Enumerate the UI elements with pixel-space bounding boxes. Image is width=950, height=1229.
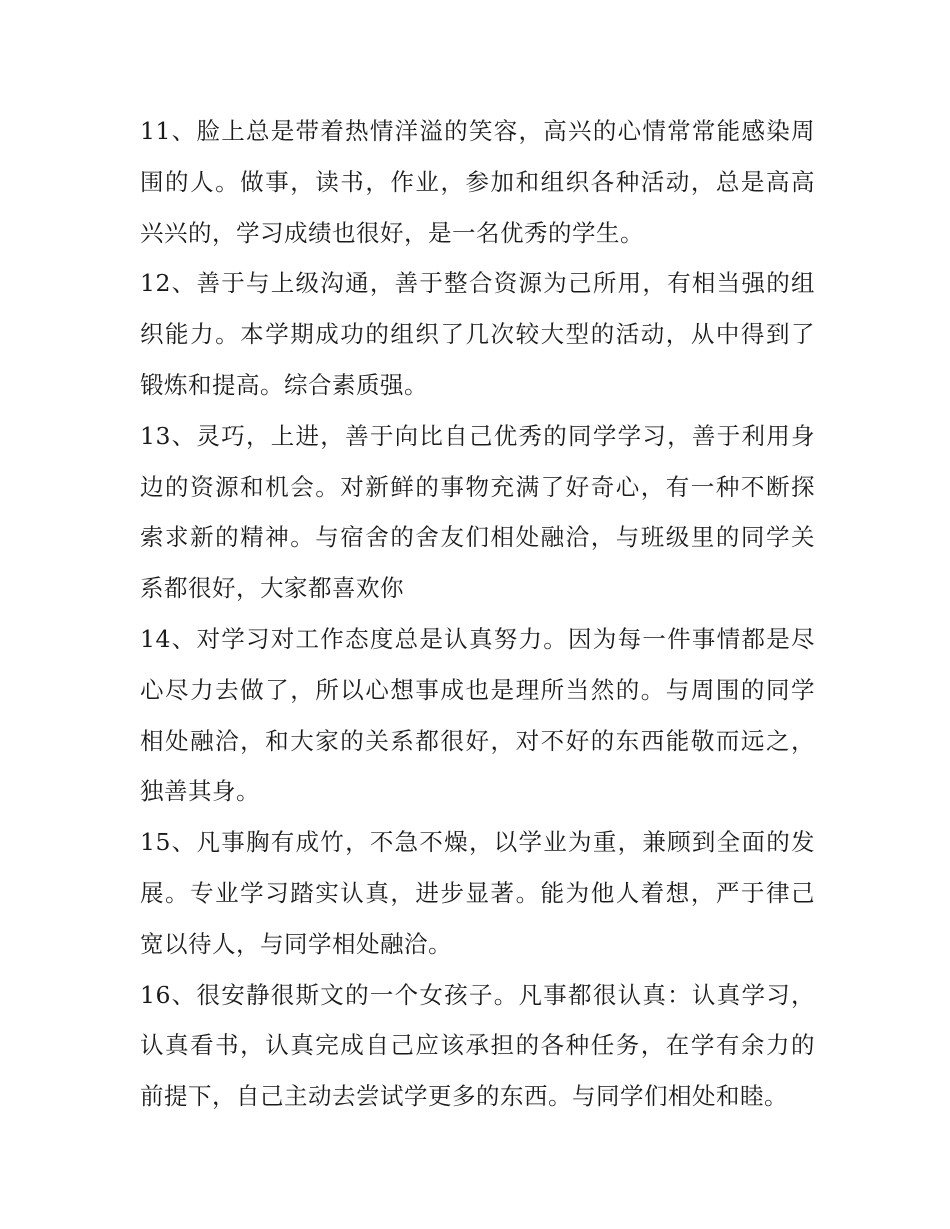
text-line: 宽以待人，与同学相处融洽。: [140, 929, 452, 958]
paragraph-13: [140, 411, 815, 614]
text-line: 相处融洽，和大家的关系都很好，对不好的东西能敬而远之，: [140, 726, 815, 755]
text-line: 边的资源和机会。对新鲜的事物充满了好奇心，有一种不断探: [140, 472, 815, 501]
text-line: 系都很好，大家都喜欢你: [140, 574, 404, 603]
text-line: 心尽力去做了，所以心想事成也是理所当然的。与周围的同学: [140, 675, 815, 704]
text-line: 围的人。做事，读书，作业，参加和组织各种活动，总是高高: [140, 167, 815, 196]
document-body: [140, 106, 815, 1122]
text-line: 16、很安静很斯文的一个女孩子。凡事都很认真：认真学习，: [140, 980, 815, 1009]
paragraph-14: [140, 614, 815, 817]
text-line: 11、脸上总是带着热情洋溢的笑容，高兴的心情常常能感染周: [140, 117, 815, 145]
text-line: 织能力。本学期成功的组织了几次较大型的活动，从中得到了: [140, 320, 815, 349]
text-line: 锻炼和提高。综合素质强。: [140, 370, 428, 399]
text-line: 前提下，自己主动去尝试学更多的东西。与同学们相处和睦。: [140, 1082, 788, 1111]
paragraph-15: [140, 817, 815, 969]
paragraph-12: [140, 258, 815, 410]
text-line: 独善其身。: [140, 777, 260, 806]
text-line: 13、灵巧，上进，善于向比自己优秀的同学学习，善于利用身: [140, 421, 815, 450]
text-line: 展。专业学习踏实认真，进步显著。能为他人着想，严于律己: [140, 878, 815, 907]
text-line: 索求新的精神。与宿舍的舍友们相处融洽，与班级里的同学关: [140, 523, 815, 552]
text-line: 兴兴的，学习成绩也很好，是一名优秀的学生。: [140, 218, 644, 247]
paragraph-11: [140, 106, 815, 258]
paragraph-16: [140, 970, 815, 1122]
text-line: 14、对学习对工作态度总是认真努力。因为每一件事情都是尽: [140, 624, 815, 653]
text-line: 12、善于与上级沟通，善于整合资源为己所用，有相当强的组: [140, 269, 815, 298]
text-line: 15、凡事胸有成竹，不急不燥，以学业为重，兼顾到全面的发: [140, 828, 815, 857]
text-line: 认真看书，认真完成自己应该承担的各种任务，在学有余力的: [140, 1031, 815, 1060]
